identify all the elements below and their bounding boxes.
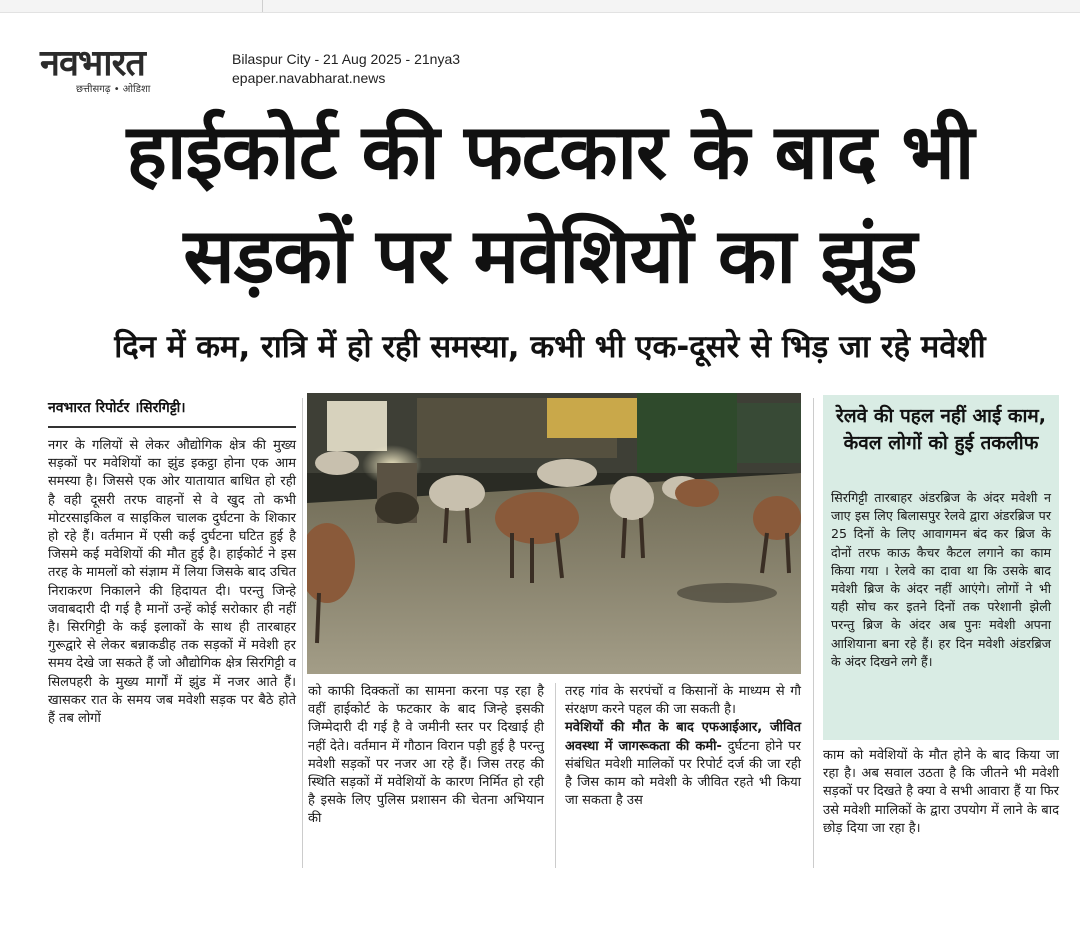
logo-wordmark: नवभारत [40,43,145,84]
article-headline [40,100,1060,308]
byline-rule [48,426,296,428]
epaper-url[interactable]: epaper.navabharat.news [232,70,386,86]
cattle-street-photo [307,393,801,674]
article-column-4: काम को मवेशियों के मौत होने के बाद किया जा रहा है। अब सवाल उठता है कि जीतने भी मवेशी सड़कों पर दिखते है क्या वे सभी आवारा हैं या फिर उसे मवेशी मालिकों के द्वारा उपयोग में लाने के बाद छोड़ दिया जा रहा है। [823,748,1059,836]
logo-states: छत्तीसगढ़ • ओडिशा [76,84,151,95]
article-column-1: नगर के गलियों से लेकर औद्योगिक क्षेत्र की मुख्य सड़कों पर मवेशियों का झुंड इकट्ठा होना एक आम समस्या है। जिससे एक ओर यातायात बाधित हो रही है वही दूसरी तरफ वाहनों से वे खुद तो कभी मोटरसाइकिल व साइकिल चालक दुर्घटना के शिकार हो रहे हैं। वर्तमान में एसी कई दुर्घटना घटित हुई है जिसमे कई मवेशियों की मौत हुई है। हाईकोर्ट ने इस तरह के मामलों को संज्ञाम में लिया जिसके बाद उचित निराकरण निकालने की हिदायत दी। परन्तु जिन्हे जवाबदारी दी गई है मानों उन्हें कोई सरोकार ही नहीं है। सिरगिट्टी के कई इलाकों के साथ ही तारबाहर गुरूद्वारे से लेकर बन्नाकडीह तक सड़कों में मवेशी हर समय देखे जा सकते हैं जो औद्योगिक क्षेत्र सिरगिट्टी व सिलपहरी के मुख्य मार्गों में झुंड में नजर आते हैं। खासकर रात के समय जब मवेशी सड़क पर बैठे होते हैं तब लोगों [48,438,296,727]
subsection-heading: मवेशियों की मौत के बाद एफआईआर, जीवित अवस्था में जागरूकता की कमी- [565,720,801,754]
article-column-3 [565,683,801,810]
edition-info [232,50,460,88]
sidebar-body: सिरगिट्टी तारबाहर अंडरब्रिज के अंदर मवेशी न जाए इस लिए बिलासपुर रेलवे द्वारा अंडरब्रिज पर 25 दिनों के लिए आवागमन बंद कर ब्रिज के दोनों तरफ काऊ कैचर कैटल लगाने का काम किया गया । रेलवे का दावा था कि उसके बाद मवेशी ब्रिज के अंदर नहीं आएंगे। लोगों ने भी यही सोच कर इतने दिनों तक परेशानी झेली परन्तु ब्रिज के अंदर अब पुनः मवेशी अपना आशियाना बना रहे हैं। हर दिन मवेशी अंडरब्रिज के अंदर दिखने लगे हैं। [831,490,1051,669]
browser-top-strip [0,0,1080,13]
article-subheadline: दिन में कम, रात्रि में हो रही समस्या, कभी भी एक-दूसरे से भिड़ जा रहे मवेशी [114,329,986,365]
byline: नवभारत रिपोर्टर ।सिरगिट्टी। [48,400,186,416]
column-divider [813,398,814,868]
edition-line: Bilaspur City - 21 Aug 2025 - 21nya3 [232,51,461,67]
article-column-2: को काफी दिक्कतों का सामना करना पड़ रहा है वहीं हाईकोर्ट के फटकार के बाद जिन्हे इसकी जिम्मेदारी दी गई है वे जमीनी स्तर पर दिखाई ही नहीं देते। वर्तमान में गौठान विरान पड़ी हुई है परन्तु मवेशी सड़कों पर नजर आ रहे हैं। जिस तरह की स्थिति सड़कों में मवेशियों के कारण निर्मित हो रही है इसके लिए पुलिस प्रशासन की चेतना अभियान की [308,684,544,827]
sidebar-box [823,395,1059,740]
headline-line-1: हाईकोर्ट की फटकार के बाद भी [126,107,974,196]
news-photo [307,393,801,674]
column-divider [302,398,303,868]
column-3-text: तरह गांव के सरपंचों व किसानों के माध्यम से गौ संरक्षण करने पहल की जा सकती है। [565,684,801,718]
headline-line-2: सड़कों पर मवेशियों का झुंड [183,211,917,300]
sidebar-title: रेलवे की पहल नहीं आई काम, केवल लोगों को हुई तकलीफ [836,405,1046,454]
newspaper-logo [40,44,216,96]
strip-divider [262,0,263,12]
column-3-rest: दुर्घटना होने पर संबंधित मवेशी मालिकों पर रिपोर्ट दर्ज की जा रही है जिस काम को मवेशी के जीवित रहते भी किया जा सकता है उस [565,738,802,809]
column-divider [555,683,556,868]
